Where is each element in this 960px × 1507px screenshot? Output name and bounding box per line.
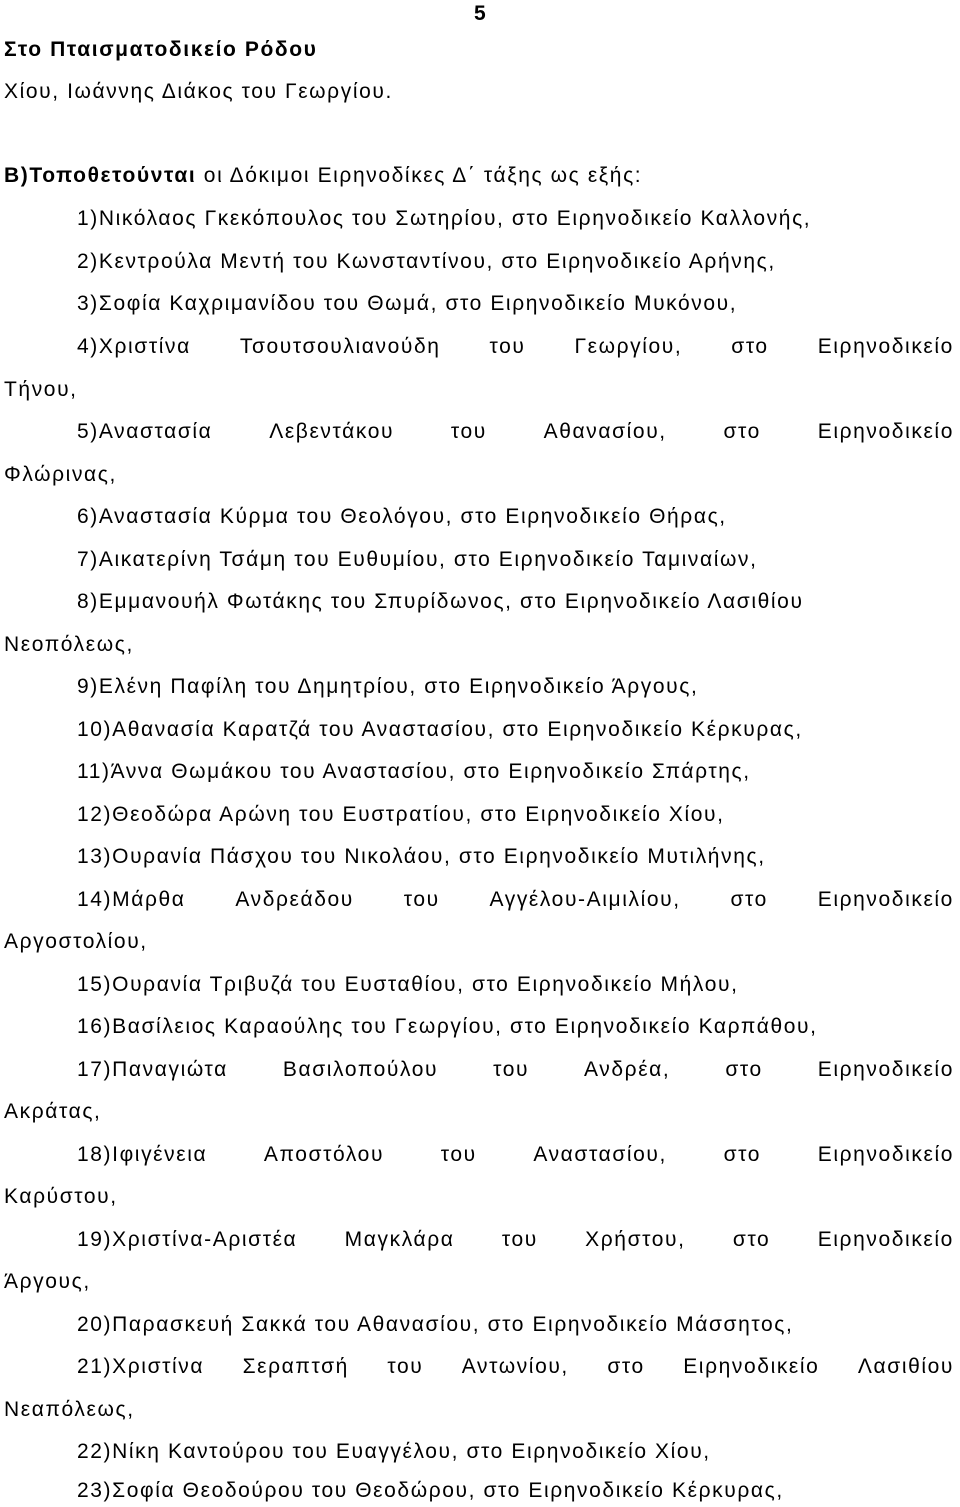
word: 17)Παναγιώτα xyxy=(77,1058,228,1081)
entry-line: 11)Άννα Θωμάκου του Αναστασίου, στο Ειρηνοδικείο Σπάρτης, xyxy=(77,760,751,783)
word: Γεωργίου, xyxy=(574,335,683,358)
word: Ειρηνοδικείο xyxy=(683,1355,820,1378)
word: Ειρηνοδικείο xyxy=(817,1228,954,1251)
word: Ειρηνοδικείο xyxy=(817,335,954,358)
word: Βασιλοπούλου xyxy=(282,1058,439,1081)
entry-line: 20)Παρασκευή Σακκά του Αθανασίου, στο Ειρηνοδικείο Μάσσητος, xyxy=(77,1313,794,1336)
word: Ειρηνοδικείο xyxy=(817,1058,954,1081)
word: του xyxy=(489,335,526,358)
entry-continuation: Νεοπόλεως, xyxy=(4,633,134,656)
word: Λασιθίου xyxy=(857,1355,954,1378)
page-number: 5 xyxy=(474,2,487,25)
section-b-label: Β)Τοποθετούνται xyxy=(4,164,197,187)
word: 18)Ιφιγένεια xyxy=(77,1143,208,1166)
entry-continuation: Αργοστολίου, xyxy=(4,930,148,953)
word: στο xyxy=(731,335,769,358)
section-b-text: οι Δόκιμοι Ειρηνοδίκες Δ΄ τάξης ως εξής: xyxy=(196,164,643,187)
word: Αθανασίου, xyxy=(543,420,667,443)
entry-continuation: Άργους, xyxy=(4,1270,91,1293)
word: Ειρηνοδικείο xyxy=(817,420,954,443)
word: στο xyxy=(723,420,761,443)
entry-continuation: Καρύστου, xyxy=(4,1185,118,1208)
word: Ανδρέα, xyxy=(584,1058,671,1081)
word: Ειρηνοδικείο xyxy=(817,888,954,911)
entry-line: 22)Νίκη Καντούρου του Ευαγγέλου, στο Ειρηνοδικείο Χίου, xyxy=(77,1440,711,1463)
word: Αποστόλου xyxy=(263,1143,385,1166)
word: 5)Αναστασία xyxy=(77,420,213,443)
word: Λεβεντάκου xyxy=(269,420,395,443)
entry-continuation: Τήνου, xyxy=(4,378,78,401)
word: στο xyxy=(732,1228,771,1251)
entry-line: 16)Βασίλειος Καραούλης του Γεωργίου, στο Ειρηνοδικείο Καρπάθου, xyxy=(77,1015,818,1038)
entry-line-justified xyxy=(77,1354,954,1380)
entry-line-justified xyxy=(77,334,954,360)
word: Τσουτσουλιανούδη xyxy=(239,335,441,358)
word: Ανδρεάδου xyxy=(235,888,354,911)
word: Αναστασίου, xyxy=(533,1143,667,1166)
entry-line-justified xyxy=(77,1057,954,1083)
word: στο xyxy=(725,1058,763,1081)
word: Ειρηνοδικείο xyxy=(817,1143,954,1166)
word: Χρήστου, xyxy=(585,1228,686,1251)
entry-line-justified xyxy=(77,1142,954,1168)
word: 14)Μάρθα xyxy=(77,888,186,911)
word: του xyxy=(450,420,487,443)
entry-continuation: Ακράτας, xyxy=(4,1100,102,1123)
entry-line-justified xyxy=(77,1227,954,1253)
entry-line: 2)Κεντρούλα Μεντή του Κωνσταντίνου, στο Ειρηνοδικείο Αρήνης, xyxy=(77,250,776,273)
entry-line: 7)Αικατερίνη Τσάμη του Ευθυμίου, στο Ειρηνοδικείο Ταμιναίων, xyxy=(77,548,758,571)
word: 4)Χριστίνα xyxy=(77,335,191,358)
word: στο xyxy=(723,1143,762,1166)
entry-line: 13)Ουρανία Πάσχου του Νικολάου, στο Ειρηνοδικείο Μυτιλήνης, xyxy=(77,845,766,868)
word: Αγγέλου-Αιμιλίου, xyxy=(489,888,681,911)
entry-line-justified xyxy=(77,419,954,445)
word: στο xyxy=(730,888,768,911)
word: του xyxy=(501,1228,538,1251)
word: του xyxy=(493,1058,530,1081)
entry-line: 15)Ουρανία Τριβυζά του Ευσταθίου, στο Ειρηνοδικείο Μήλου, xyxy=(77,973,739,996)
word: Μαγκλάρα xyxy=(344,1228,455,1251)
header-title: Στο Πταισματοδικείο Ρόδου xyxy=(4,38,318,61)
word: στο xyxy=(607,1355,645,1378)
entry-line-justified xyxy=(77,887,954,913)
section-b-heading xyxy=(4,163,954,189)
entry-line: 8)Εμμανουήλ Φωτάκης του Σπυρίδωνος, στο Ειρηνοδικείο Λασιθίου xyxy=(77,590,804,613)
entry-line: 10)Αθανασία Καρατζά του Αναστασίου, στο Ειρηνοδικείο Κέρκυρας, xyxy=(77,718,803,741)
entry-line: 6)Αναστασία Κύρμα του Θεολόγου, στο Ειρηνοδικείο Θήρας, xyxy=(77,505,727,528)
word: του xyxy=(387,1355,424,1378)
entry-continuation: Νεαπόλεως, xyxy=(4,1398,135,1421)
entry-line: 9)Ελένη Παφίλη του Δημητρίου, στο Ειρηνοδικείο Άργους, xyxy=(77,675,699,698)
entry-line: 1)Νικόλαος Γκεκόπουλος του Σωτηρίου, στο Ειρηνοδικείο Καλλονής, xyxy=(77,207,812,230)
header-continuation: Χίου, Ιωάννης Διάκος του Γεωργίου. xyxy=(4,80,393,103)
entry-line: 3)Σοφία Καχριμανίδου του Θωμά, στο Ειρηνοδικείο Μυκόνου, xyxy=(77,292,738,315)
word: του xyxy=(440,1143,477,1166)
word: 21)Χριστίνα xyxy=(77,1355,205,1378)
word: Σεραπτσή xyxy=(242,1355,349,1378)
entry-line: 23)Σοφία Θεοδούρου του Θεοδώρου, στο Ειρηνοδικείο Κέρκυρας, xyxy=(77,1479,784,1502)
word: του xyxy=(403,888,440,911)
entry-continuation: Φλώρινας, xyxy=(4,463,117,486)
word: 19)Χριστίνα-Αριστέα xyxy=(77,1228,298,1251)
entry-line: 12)Θεοδώρα Αρώνη του Ευστρατίου, στο Ειρηνοδικείο Χίου, xyxy=(77,803,725,826)
word: Αντωνίου, xyxy=(461,1355,569,1378)
